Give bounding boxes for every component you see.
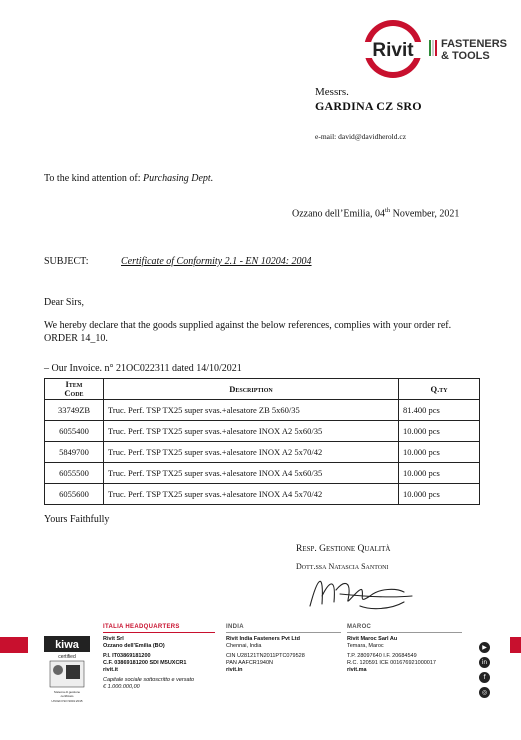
item-code: 6055400 [45,421,104,442]
svg-text:certified: certified [58,654,76,660]
item-description: Truc. Perf. TSP TX25 super svas.+alesatore INOX A2 5x60/35 [104,421,399,442]
footer-maroc-tp: T.P. 28097640 I.F. 20684549 [347,653,417,659]
header-description: Description [104,379,399,400]
footer-italy-company: Rivit Srl [103,636,124,642]
subject-text: Certificate of Conformity 2.1 - EN 10204: 2004 [121,256,312,267]
declaration-text: We hereby declare that the goods supplied against the below references, complies with your order ref. ORDER 14_10. [44,320,452,344]
subject-label: SUBJECT: [44,256,89,267]
table-row [45,421,480,442]
items-table [44,378,480,505]
footer-italy-web[interactable]: rivit.it [103,667,118,673]
item-code: 6055500 [45,463,104,484]
footer-maroc-head: MAROC [347,624,462,633]
attention-dept: Purchasing Dept. [143,173,214,184]
brand-tagline [441,38,507,62]
item-description: Truc. Perf. TSP TX25 super svas.+alesatore ZB 5x60/35 [104,400,399,421]
item-qty: 10.000 pcs [399,421,480,442]
handwritten-signature [300,566,420,616]
signature-name: Dott.ssa Natascia Santoni [296,562,389,571]
footer-italy-city: Ozzano dell’Emilia (BO) [103,643,165,649]
recipient-company: GARDINA CZ SRO [315,99,422,113]
footer-india-company: Rivit India Fasteners Pvt Ltd [226,636,300,642]
footer-italy [103,624,215,691]
youtube-icon[interactable]: ▶ [479,642,490,653]
kiwa-certification-badge [44,634,90,706]
footer-india-city: Chennai, India [226,643,262,649]
footer-maroc-rc: R.C. 120591 ICE 001676921000017 [347,660,436,666]
footer-italy-piva: P.I. IT03869181200 [103,653,151,659]
greeting: Dear Sirs, [44,297,84,308]
item-qty: 10.000 pcs [399,463,480,484]
footer-india-head: INDIA [226,624,341,633]
item-description: Truc. Perf. TSP TX25 super svas.+alesatore INOX A4 5x60/35 [104,463,399,484]
recipient-email[interactable]: e-mail: david@davidherold.cz [315,132,407,141]
svg-text:kiwa: kiwa [55,639,79,651]
table-row [45,400,480,421]
brand-stripes [429,40,437,56]
svg-text:UNI EN ISO 9001:2015: UNI EN ISO 9001:2015 [51,699,83,703]
footer-red-bar-right [510,637,521,653]
attention-prefix: To the kind attention of: [44,173,144,184]
item-code: 33749ZB [45,400,104,421]
item-qty: 81.400 pcs [399,400,480,421]
item-qty: 10.000 pcs [399,484,480,505]
closing: Yours Faithfully [44,514,110,525]
footer-india [226,624,341,674]
footer-maroc [347,624,462,674]
invoice-reference: – Our Invoice. n° 21OC022311 dated 14/10/2021 [44,363,242,374]
svg-text:Rivit: Rivit [372,40,414,61]
item-description: Truc. Perf. TSP TX25 super svas.+alesatore INOX A4 5x70/42 [104,484,399,505]
table-row [45,484,480,505]
footer-italy-capital-label: Capitale sociale sottoscritto e versato [103,677,195,683]
facebook-icon[interactable]: f [479,672,490,683]
rivit-logo [362,18,424,80]
instagram-icon[interactable]: ◎ [479,687,490,698]
messrs-label: Messrs. [315,86,349,98]
item-qty: 10.000 pcs [399,442,480,463]
footer-red-bar-left [0,637,28,653]
date-place: Ozzano dell’Emilia, 04 [292,208,386,220]
footer-italy-capital-value: € 1.000.000,00 [103,684,140,690]
table-header-row [45,379,480,400]
table-row [45,463,480,484]
table-row [45,442,480,463]
brand-tagline-line1: FASTENERS [441,38,508,50]
footer-italy-cf: C.F. 03869181200 SDI M5UXCR1 [103,660,187,666]
signature-role: Resp. Gestione Qualità [296,544,391,554]
svg-text:certificato: certificato [60,694,74,698]
footer-india-cin: CIN U28121TN2011PTC079528 [226,653,305,659]
attention-line [44,173,213,184]
item-code: 5849700 [45,442,104,463]
footer-india-pan: PAN AAFCR1940N [226,660,273,666]
footer-maroc-company: Rivit Maroc Sarl Au [347,636,398,642]
brand-tagline-line2: & TOOLS [441,50,490,62]
footer-maroc-city: Temara, Maroc [347,643,384,649]
footer-italy-head: ITALIA HEADQUARTERS [103,624,215,633]
linkedin-icon[interactable]: in [479,657,490,668]
date-line [292,207,459,219]
footer-maroc-web[interactable]: rivit.ma [347,667,367,673]
item-description: Truc. Perf. TSP TX25 super svas.+alesatore INOX A2 5x70/42 [104,442,399,463]
header-item-code: Item Code [45,379,104,400]
header-qty: Q.ty [399,379,480,400]
date-suffix: th [385,207,391,214]
item-code: 6055600 [45,484,104,505]
date-rest: November, 2021 [390,208,460,220]
footer-india-web[interactable]: rivit.in [226,667,243,673]
svg-text:Sistema di gestione: Sistema di gestione [53,690,81,694]
